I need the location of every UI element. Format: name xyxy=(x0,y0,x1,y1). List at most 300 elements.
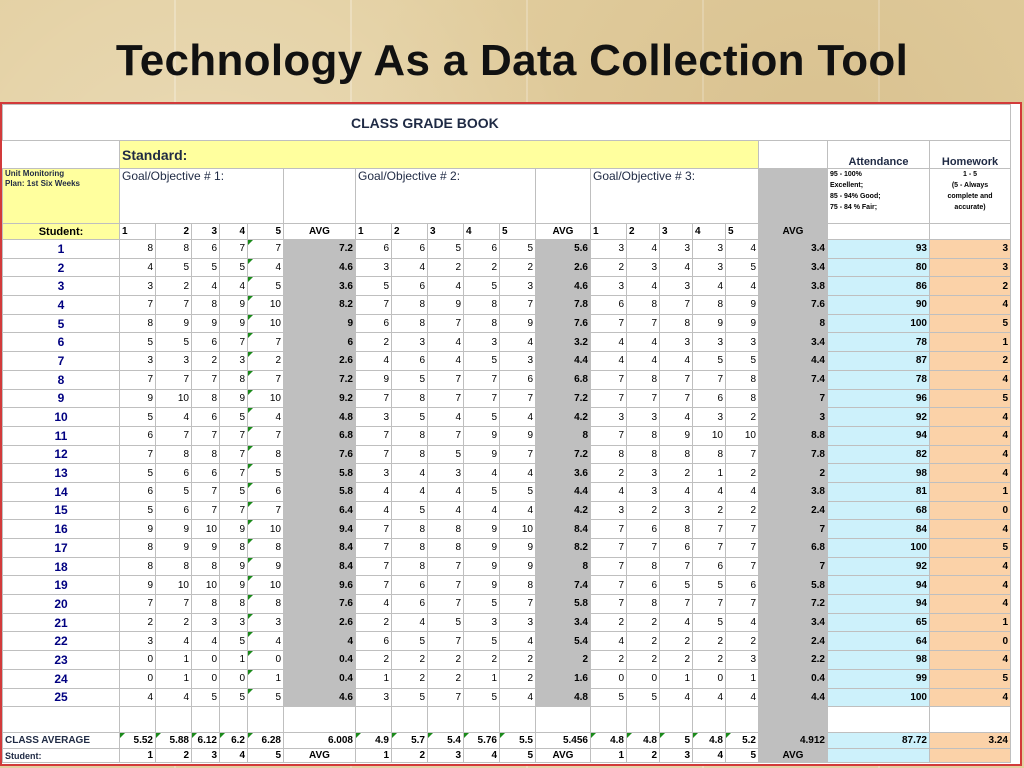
slide-title: Technology As a Data Collection Tool xyxy=(115,36,909,85)
goal-1-score: 3 xyxy=(156,352,192,371)
attendance-value: 100 xyxy=(828,688,930,707)
goal-3-score: 7 xyxy=(726,539,759,558)
goal-2-score: 7 xyxy=(500,389,536,408)
blank-cell xyxy=(930,707,1011,733)
goal-3-score: 5 xyxy=(693,613,726,632)
goal-3-score: 3 xyxy=(660,277,693,296)
goal-2-score: 5 xyxy=(392,501,428,520)
attendance-note-line: 75 - 84 % Fair; xyxy=(830,204,878,211)
homework-note xyxy=(930,169,1011,224)
goal-2-score: 8 xyxy=(392,445,428,464)
student-row xyxy=(3,258,1011,277)
student-row xyxy=(3,669,1011,688)
goal-3-score: 2 xyxy=(726,501,759,520)
goal-3-score: 8 xyxy=(660,445,693,464)
homework-value: 4 xyxy=(930,370,1011,389)
goal-2-score: 4 xyxy=(392,258,428,277)
goal-2-score: 7 xyxy=(428,557,464,576)
student-row xyxy=(3,296,1011,315)
goal-2-score: 5 xyxy=(392,408,428,427)
goal-2-score: 3 xyxy=(356,408,392,427)
student-row xyxy=(3,408,1011,427)
goal-2-score: 5 xyxy=(464,632,500,651)
homework-value: 5 xyxy=(930,539,1011,558)
attendance-value: 87 xyxy=(828,352,930,371)
goal-2-score: 7 xyxy=(356,520,392,539)
column-header-row xyxy=(3,224,1011,240)
goal-3-score: 4 xyxy=(591,632,627,651)
goal-1-score: 7 xyxy=(156,426,192,445)
goal-2-score: 2 xyxy=(392,669,428,688)
goal-3-score: 3 xyxy=(627,464,660,483)
goal-1-score: 0 xyxy=(220,669,248,688)
goal-2-score: 5 xyxy=(464,482,500,501)
blank-cell xyxy=(156,707,192,733)
goal-1-score: 6 xyxy=(156,501,192,520)
goal-2-score: 7 xyxy=(500,296,536,315)
blank-cell xyxy=(284,169,356,224)
goal-1-score: 0 xyxy=(192,651,220,670)
attendance-value: 98 xyxy=(828,464,930,483)
goal-3-score: 6 xyxy=(627,576,660,595)
goal-1-average: 6.4 xyxy=(284,501,356,520)
goal-2-average: 8.2 xyxy=(536,539,591,558)
col-number: 2 xyxy=(627,224,660,240)
goal-2-class-average: 4.9 xyxy=(356,733,392,749)
blank-cell xyxy=(759,141,828,169)
goal-3-score: 3 xyxy=(627,482,660,501)
goal-1-score: 9 xyxy=(156,520,192,539)
student-row xyxy=(3,389,1011,408)
goal-1-average: 2.6 xyxy=(284,352,356,371)
goal-3-score: 7 xyxy=(726,520,759,539)
goal-1-score: 5 xyxy=(248,277,284,296)
goal-1-score: 4 xyxy=(156,632,192,651)
homework-value: 2 xyxy=(930,352,1011,371)
blank-cell xyxy=(828,224,930,240)
goal-3-score: 5 xyxy=(726,352,759,371)
goal-3-score: 4 xyxy=(627,240,660,259)
goal-1-score: 6 xyxy=(192,408,220,427)
student-row xyxy=(3,632,1011,651)
goal-3-score: 6 xyxy=(726,576,759,595)
goal-1-score: 7 xyxy=(220,240,248,259)
goal-3-score: 7 xyxy=(660,595,693,614)
goal-3-score: 8 xyxy=(693,296,726,315)
attendance-value: 86 xyxy=(828,277,930,296)
goal-3-score: 2 xyxy=(693,632,726,651)
goal-2-score: 2 xyxy=(500,669,536,688)
blank-cell xyxy=(591,707,627,733)
goal-3-class-average: 4.8 xyxy=(693,733,726,749)
goal-2-score: 4 xyxy=(500,688,536,707)
student-number: 22 xyxy=(3,632,120,651)
student-number: 24 xyxy=(3,669,120,688)
goal-2-average: 5.8 xyxy=(536,595,591,614)
footer-row xyxy=(3,749,1011,763)
homework-header: Homework xyxy=(930,141,1011,169)
goal-1-score: 8 xyxy=(220,595,248,614)
student-row xyxy=(3,520,1011,539)
goal-2-score: 7 xyxy=(356,576,392,595)
goal-2-score: 6 xyxy=(356,314,392,333)
goal-1-class-average: 5.52 xyxy=(120,733,156,749)
student-row xyxy=(3,613,1011,632)
goal-1-score: 2 xyxy=(192,352,220,371)
footer-col-number: 3 xyxy=(192,749,220,763)
goal-1-score: 5 xyxy=(120,501,156,520)
blank-cell xyxy=(192,707,220,733)
blank-cell xyxy=(3,141,120,169)
goal-1-score: 10 xyxy=(192,520,220,539)
goal-3-score: 9 xyxy=(726,314,759,333)
goal-3-score: 8 xyxy=(726,389,759,408)
goal-3-score: 3 xyxy=(726,651,759,670)
goal-1-score: 4 xyxy=(220,277,248,296)
goal-3-score: 7 xyxy=(591,576,627,595)
goal-1-score: 6 xyxy=(156,464,192,483)
goal-1-score: 6 xyxy=(192,464,220,483)
goal-1-score: 10 xyxy=(156,576,192,595)
attendance-value: 78 xyxy=(828,370,930,389)
goal-3-score: 7 xyxy=(627,389,660,408)
goal-1-score: 8 xyxy=(192,296,220,315)
goal-2-score: 2 xyxy=(392,651,428,670)
goal-1-score: 9 xyxy=(192,539,220,558)
goal-1-score: 3 xyxy=(120,352,156,371)
goal-1-score: 9 xyxy=(220,314,248,333)
col-number: 1 xyxy=(120,224,156,240)
goal-1-score: 8 xyxy=(248,445,284,464)
student-row xyxy=(3,352,1011,371)
goal-1-score: 3 xyxy=(220,613,248,632)
goal-2-score: 4 xyxy=(392,613,428,632)
grade-book-title: CLASS GRADE BOOK xyxy=(3,105,1011,141)
goal-2-score: 9 xyxy=(464,576,500,595)
student-row xyxy=(3,576,1011,595)
goal-2-score: 5 xyxy=(356,277,392,296)
student-row xyxy=(3,445,1011,464)
goal-2-score: 8 xyxy=(392,296,428,315)
goal-3-score: 2 xyxy=(693,651,726,670)
goal-1-average: 9.4 xyxy=(284,520,356,539)
goal-1-score: 6 xyxy=(120,426,156,445)
goal-1-score: 7 xyxy=(220,501,248,520)
attendance-value: 68 xyxy=(828,501,930,520)
student-row xyxy=(3,333,1011,352)
goal-2-score: 7 xyxy=(428,370,464,389)
student-number: 18 xyxy=(3,557,120,576)
goal-1-score: 5 xyxy=(220,632,248,651)
student-row xyxy=(3,557,1011,576)
attendance-value: 84 xyxy=(828,520,930,539)
goal-2-average: 4.4 xyxy=(536,352,591,371)
goal-2-score: 10 xyxy=(500,520,536,539)
goal-1-score: 7 xyxy=(248,240,284,259)
student-number: 23 xyxy=(3,651,120,670)
goal-3-average: 7.6 xyxy=(759,296,828,315)
goal-2-average: 4.6 xyxy=(536,277,591,296)
student-number: 10 xyxy=(3,408,120,427)
goal-1-score: 10 xyxy=(248,389,284,408)
goal-1-score: 8 xyxy=(156,240,192,259)
goal-2-score: 9 xyxy=(464,520,500,539)
goal-3-average: 4.4 xyxy=(759,688,828,707)
goal-3-score: 3 xyxy=(591,277,627,296)
blank-cell xyxy=(536,707,591,733)
goal-2-average: 5.4 xyxy=(536,632,591,651)
goal-3-score: 7 xyxy=(726,595,759,614)
goal-3-score: 2 xyxy=(627,501,660,520)
goal-1-score: 9 xyxy=(220,557,248,576)
goal-3-score: 3 xyxy=(627,258,660,277)
goal-2-score: 9 xyxy=(500,557,536,576)
goal-2-score: 6 xyxy=(392,352,428,371)
student-row xyxy=(3,482,1011,501)
footer-col-number: 2 xyxy=(156,749,192,763)
goal-3-score: 4 xyxy=(660,613,693,632)
goal-3-score: 3 xyxy=(693,258,726,277)
col-number: 3 xyxy=(428,224,464,240)
goal-3-average: 3 xyxy=(759,408,828,427)
blank-cell xyxy=(220,707,248,733)
goal-3-average: 3.4 xyxy=(759,613,828,632)
goal-1-score: 8 xyxy=(120,539,156,558)
goal-1-score: 3 xyxy=(220,352,248,371)
goal-2-score: 2 xyxy=(500,258,536,277)
blank-cell xyxy=(248,707,284,733)
goal-1-score: 5 xyxy=(192,258,220,277)
student-row xyxy=(3,314,1011,333)
goal-3-average: 7 xyxy=(759,389,828,408)
goal-2-score: 4 xyxy=(500,464,536,483)
goal-1-score: 10 xyxy=(248,314,284,333)
goal-3-average: 0.4 xyxy=(759,669,828,688)
goal-1-average: 4.6 xyxy=(284,688,356,707)
goal-1-score: 7 xyxy=(192,426,220,445)
goal-3-score: 4 xyxy=(693,688,726,707)
attendance-value: 80 xyxy=(828,258,930,277)
goal-1-score: 7 xyxy=(220,426,248,445)
goal-2-score: 7 xyxy=(428,632,464,651)
goal-2-score: 7 xyxy=(464,389,500,408)
goal-3-score: 2 xyxy=(660,464,693,483)
attendance-value: 65 xyxy=(828,613,930,632)
goal-3-score: 9 xyxy=(726,296,759,315)
student-row xyxy=(3,426,1011,445)
attendance-value: 96 xyxy=(828,389,930,408)
goal-3-average: 7.2 xyxy=(759,595,828,614)
goal-2-score: 7 xyxy=(356,557,392,576)
goal-3-score: 8 xyxy=(627,296,660,315)
goal-1-score: 8 xyxy=(156,557,192,576)
footer-col-number: 2 xyxy=(392,749,428,763)
goal-2-score: 9 xyxy=(500,539,536,558)
footer-col-number: 5 xyxy=(500,749,536,763)
student-number: 15 xyxy=(3,501,120,520)
student-row xyxy=(3,688,1011,707)
goal-1-score: 8 xyxy=(192,595,220,614)
goal-3-score: 6 xyxy=(591,296,627,315)
goal-2-score: 4 xyxy=(464,464,500,483)
goal-1-score: 6 xyxy=(192,333,220,352)
homework-value: 4 xyxy=(930,445,1011,464)
goal-1-average: 4.8 xyxy=(284,408,356,427)
attendance-class-average: 87.72 xyxy=(828,733,930,749)
goal-3-score: 7 xyxy=(693,539,726,558)
goal-3-score: 7 xyxy=(660,557,693,576)
goal-1-score: 4 xyxy=(156,408,192,427)
goal-1-score: 7 xyxy=(248,501,284,520)
goal-1-score: 4 xyxy=(192,277,220,296)
goal-3-score: 6 xyxy=(693,557,726,576)
goal-3-average: 7 xyxy=(759,557,828,576)
goal-2-average: 4.2 xyxy=(536,408,591,427)
goal-3-average: 3.4 xyxy=(759,258,828,277)
goal-3-score: 7 xyxy=(627,539,660,558)
goal-3-score: 7 xyxy=(591,389,627,408)
blank-cell xyxy=(536,169,591,224)
goal-1-average: 9 xyxy=(284,314,356,333)
goal-3-score: 7 xyxy=(660,370,693,389)
goal-3-score: 0 xyxy=(693,669,726,688)
goal-1-score: 4 xyxy=(248,632,284,651)
goal-2-score: 3 xyxy=(356,464,392,483)
goal-3-score: 4 xyxy=(660,688,693,707)
goal-1-class-average: 5.88 xyxy=(156,733,192,749)
goal-3-score: 7 xyxy=(591,557,627,576)
homework-value: 4 xyxy=(930,408,1011,427)
goal-3-score: 3 xyxy=(693,333,726,352)
student-number: 2 xyxy=(3,258,120,277)
blank-cell xyxy=(627,707,660,733)
goal-2-score: 4 xyxy=(464,501,500,520)
goal-2-average: 8 xyxy=(536,557,591,576)
student-row xyxy=(3,539,1011,558)
student-row xyxy=(3,651,1011,670)
goal-2-score: 2 xyxy=(356,333,392,352)
goal-3-score: 4 xyxy=(660,408,693,427)
goal-3-score: 7 xyxy=(726,557,759,576)
goal-3-score: 1 xyxy=(726,669,759,688)
blank-cell xyxy=(120,707,156,733)
goal-2-score: 9 xyxy=(500,426,536,445)
attendance-value: 94 xyxy=(828,595,930,614)
goal-3-score: 4 xyxy=(627,333,660,352)
goal-1-score: 5 xyxy=(156,333,192,352)
goal-3-average: 2.2 xyxy=(759,651,828,670)
footer-col-number: 4 xyxy=(693,749,726,763)
goal-2-score: 6 xyxy=(392,576,428,595)
goal-1-score: 7 xyxy=(156,595,192,614)
goal-3-score: 4 xyxy=(660,352,693,371)
goal-1-score: 5 xyxy=(120,333,156,352)
col-number: 1 xyxy=(591,224,627,240)
goal-3-score: 3 xyxy=(660,333,693,352)
goal-1-score: 8 xyxy=(248,539,284,558)
goal-2-average: 3.2 xyxy=(536,333,591,352)
homework-class-average: 3.24 xyxy=(930,733,1011,749)
homework-note-line: complete and xyxy=(947,193,993,200)
goal-3-score: 2 xyxy=(726,408,759,427)
goal-1-score: 7 xyxy=(192,370,220,389)
goal-1-score: 8 xyxy=(192,445,220,464)
goal-3-score: 5 xyxy=(693,576,726,595)
goal-1-score: 9 xyxy=(220,296,248,315)
goal-3-score: 5 xyxy=(591,688,627,707)
goal-1-score: 4 xyxy=(120,688,156,707)
goal-2-average: 4.4 xyxy=(536,482,591,501)
goal-2-average: 5.6 xyxy=(536,240,591,259)
goal-2-average: 4.8 xyxy=(536,688,591,707)
blank-cell xyxy=(828,707,930,733)
student-number: 21 xyxy=(3,613,120,632)
goal-1-score: 9 xyxy=(120,389,156,408)
student-number: 5 xyxy=(3,314,120,333)
goal-3-average: 7.8 xyxy=(759,445,828,464)
col-number: 3 xyxy=(660,224,693,240)
goal-3-score: 9 xyxy=(660,426,693,445)
footer-avg-label: AVG xyxy=(284,749,356,763)
blank-cell xyxy=(930,224,1011,240)
goal-1-class-average: 6.12 xyxy=(192,733,220,749)
goal-1-score: 1 xyxy=(248,669,284,688)
goal-3-score: 1 xyxy=(660,669,693,688)
goal-1-overall-average: 6.008 xyxy=(284,733,356,749)
goal-3-score: 3 xyxy=(693,240,726,259)
homework-value: 5 xyxy=(930,389,1011,408)
goal-3-average: 2 xyxy=(759,464,828,483)
goal-3-score: 4 xyxy=(693,277,726,296)
homework-note-line: accurate) xyxy=(954,204,986,211)
goal-3-score: 4 xyxy=(726,240,759,259)
footer-col-number: 5 xyxy=(726,749,759,763)
col-number: 4 xyxy=(464,224,500,240)
blank-cell xyxy=(356,707,392,733)
goal-2-score: 5 xyxy=(464,408,500,427)
goal-2-score: 4 xyxy=(428,501,464,520)
goal-2-score: 7 xyxy=(356,296,392,315)
goal-1-average: 2.6 xyxy=(284,613,356,632)
goal-2-score: 2 xyxy=(356,613,392,632)
goal-2-score: 4 xyxy=(356,595,392,614)
goal-3-average: 4.4 xyxy=(759,352,828,371)
goal-1-score: 0 xyxy=(120,669,156,688)
student-number: 8 xyxy=(3,370,120,389)
goal-2-class-average: 5.7 xyxy=(392,733,428,749)
student-number: 4 xyxy=(3,296,120,315)
standard-row xyxy=(3,141,1011,169)
goal-2-average: 6.8 xyxy=(536,370,591,389)
goal-1-score: 4 xyxy=(248,408,284,427)
homework-note-line: 1 - 5 xyxy=(962,171,977,178)
goal-2-score: 3 xyxy=(356,258,392,277)
goal-2-score: 5 xyxy=(392,632,428,651)
goal-3-score: 4 xyxy=(627,352,660,371)
attendance-note-line: Excellent; xyxy=(830,182,864,189)
goal-2-class-average: 5.4 xyxy=(428,733,464,749)
goal-2-score: 5 xyxy=(428,240,464,259)
class-average-row xyxy=(3,733,1011,749)
goal-2-score: 5 xyxy=(464,352,500,371)
goal-2-average: 7.6 xyxy=(536,314,591,333)
goal-3-score: 7 xyxy=(627,314,660,333)
goal-2-score: 8 xyxy=(392,520,428,539)
goal-2-average: 7.2 xyxy=(536,445,591,464)
goal-3-score: 7 xyxy=(660,389,693,408)
goal-2-score: 4 xyxy=(428,333,464,352)
homework-value: 5 xyxy=(930,314,1011,333)
